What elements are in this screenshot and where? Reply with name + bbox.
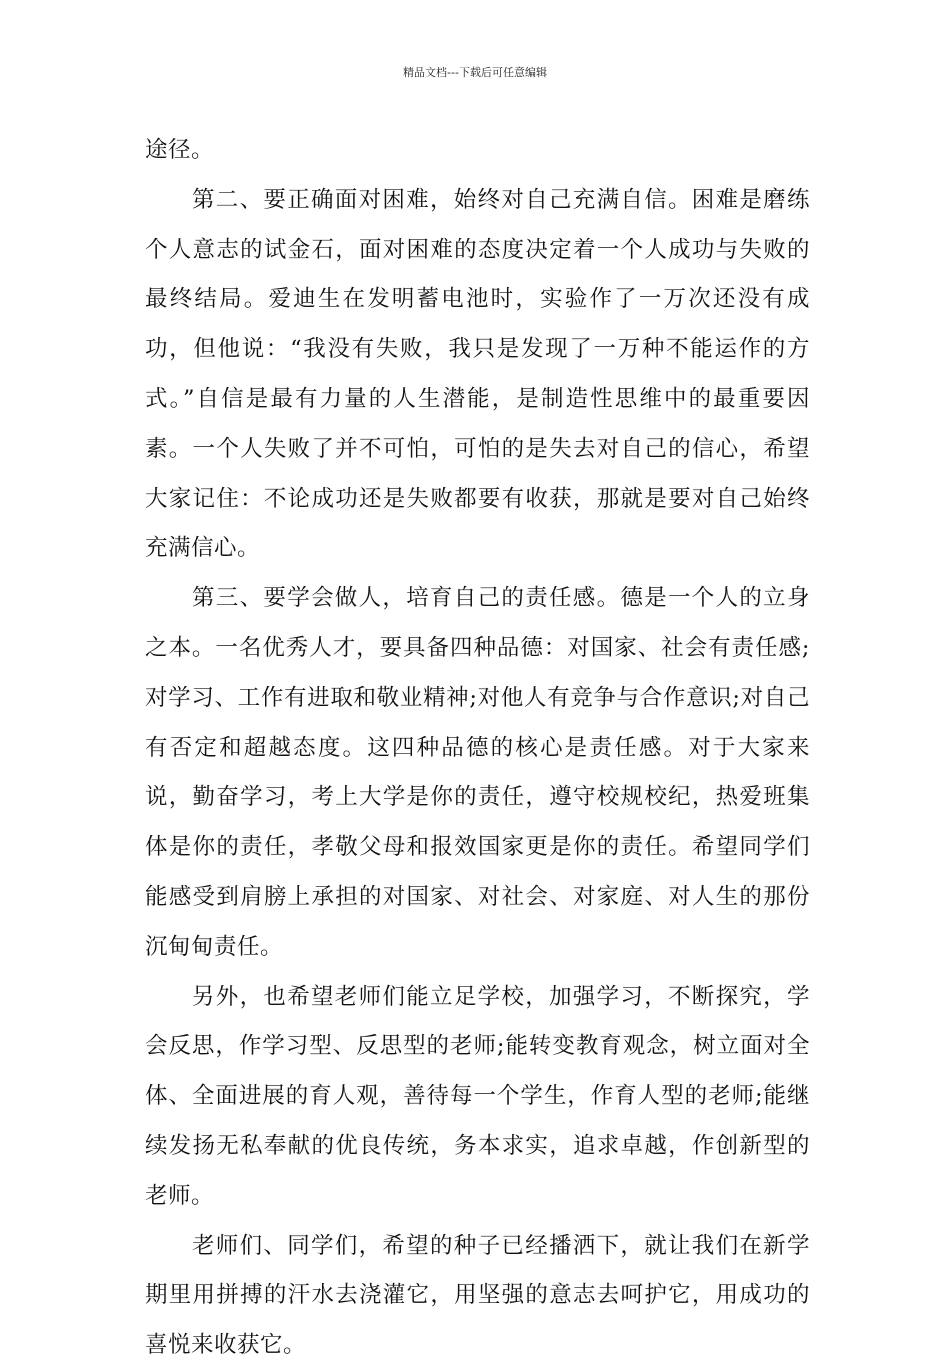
paragraph-teachers: 另外，也希望老师们能立足学校，加强学习，不断探究，学会反思，作学习型、反思型的老师;能转变教育观念，树立面对全体、全面进展的育人观，善待每一个学生，作育人型的老师;能继续发扬无私奉献的优良传统，务本求实，追求卓越，作创新型的老师。 [145,983,810,1209]
paragraph-second-point: 第二、要正确面对困难，始终对自己充满自信。困难是磨练个人意志的试金石，面对困难的态度决定着一个人成功与失败的最终结局。爱迪生在发明蓄电池时，实验作了一万次还没有成功，但他说：“我没有失败，我只是发现了一万种不能运作的方式。”自信是最有力量的人生潜能，是制造性思维中的最重要因素。一个人失败了并不可怕，可怕的是失去对自己的信心，希望大家记住：不论成功还是失败都要有收获，那就是要对自己始终充满信心。 [145,186,810,562]
document-body [145,126,810,1371]
paragraph-third-point: 第三、要学会做人，培育自己的责任感。德是一个人的立身之本。一名优秀人才，要具备四种品德：对国家、社会有责任感;对学习、工作有进取和敬业精神;对他人有竞争与合作意识;对自己有否定和超越态度。这四种品德的核心是责任感。对于大家来说，勤奋学习，考上大学是你的责任，遵守校规校纪，热爱班集体是你的责任，孝敬父母和报效国家更是你的责任。希望同学们能感受到肩膀上承担的对国家、对社会、对家庭、对人生的那份沉甸甸责任。 [145,585,810,960]
paragraph-closing: 老师们、同学们，希望的种子已经播洒下，就让我们在新学期里用拼搏的汗水去浇灌它，用坚强的意志去呵护它，用成功的喜悦来收获它。 [145,1232,810,1359]
page-header: 精品文档---下载后可任意编辑 [403,66,547,79]
paragraph-continuation: 途径。 [145,137,215,163]
